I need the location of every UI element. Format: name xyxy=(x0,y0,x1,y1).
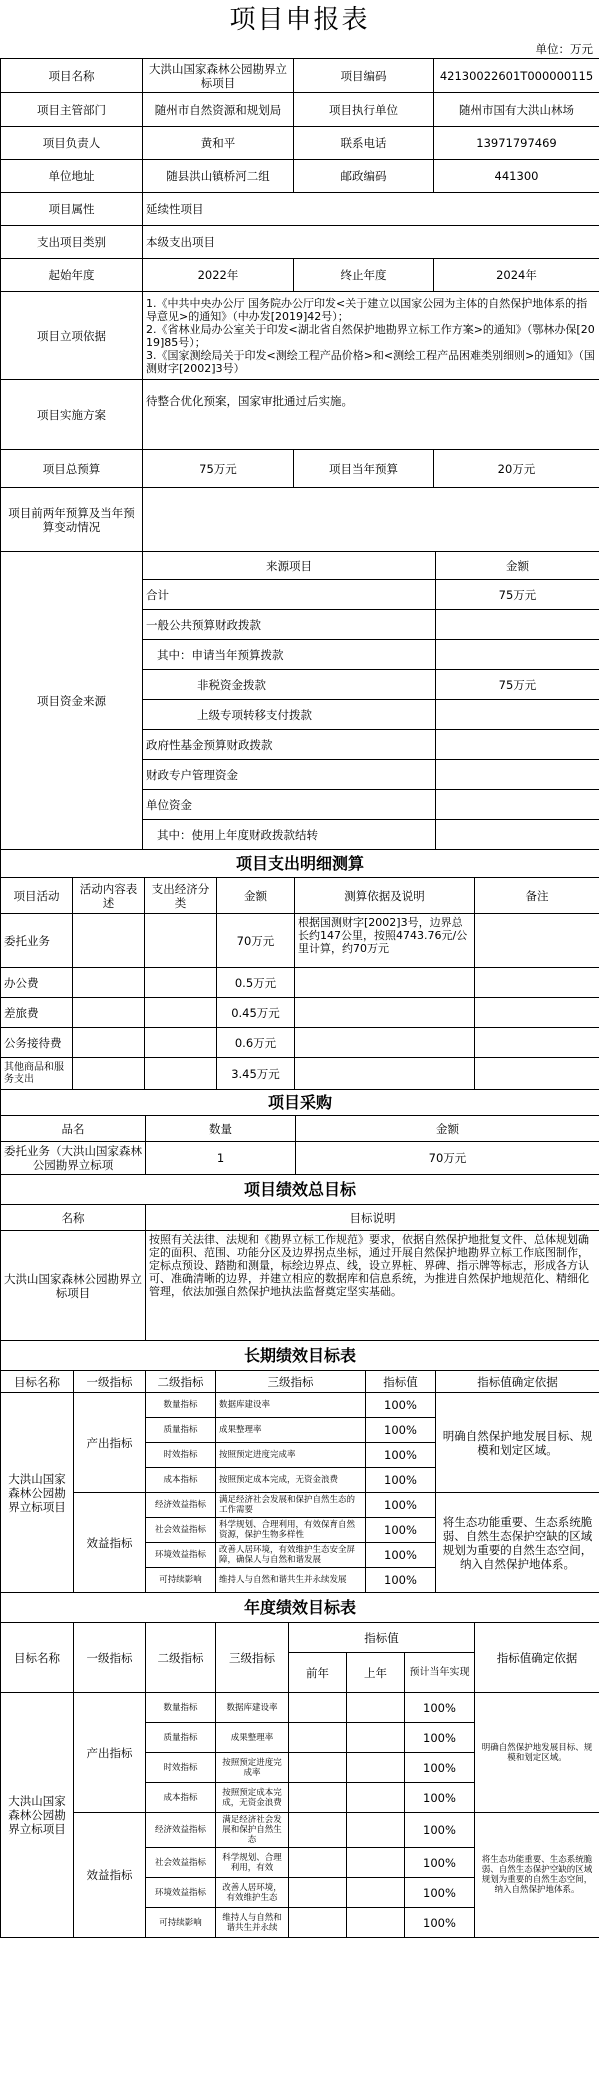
longterm-value: 100% xyxy=(366,1493,436,1518)
annual-header: 指标值确定依据 xyxy=(475,1623,599,1693)
annual-prev2 xyxy=(289,1753,347,1783)
annual-table xyxy=(0,1592,599,1938)
longterm-basis-output: 明确自然保护地发展目标、规模和划定区域。 xyxy=(436,1393,599,1493)
type-label: 支出项目类别 xyxy=(1,226,143,259)
annual-prev2 xyxy=(289,1813,347,1848)
annual-value: 100% xyxy=(405,1813,475,1848)
funds-row-amount xyxy=(436,610,599,640)
funds-row-name: 一般公共预算财政拨款 xyxy=(143,610,436,640)
annual-value: 100% xyxy=(405,1908,475,1938)
longterm-table xyxy=(0,1340,599,1593)
funds-row-amount xyxy=(436,760,599,790)
end-value: 2024年 xyxy=(434,259,599,292)
annual-l2: 环境效益指标 xyxy=(146,1878,216,1908)
phone-value: 13971797469 xyxy=(434,127,599,160)
detail-amount: 0.45万元 xyxy=(217,998,295,1028)
funds-table xyxy=(0,551,599,850)
longterm-basis-effect: 将生态功能重要、生态系统脆弱、自然生态保护空缺的区域规划为重要的自然生态空间，纳入自然保护地体系。 xyxy=(436,1493,599,1593)
annual-prev1 xyxy=(347,1783,405,1813)
detail-header: 活动内容表述 xyxy=(73,878,145,914)
detail-content xyxy=(73,914,145,968)
attr-label: 项目属性 xyxy=(1,193,143,226)
funds-header-source: 来源项目 xyxy=(143,552,436,580)
funds-header-amount: 金额 xyxy=(436,552,599,580)
longterm-l3: 数据库建设率 xyxy=(216,1393,366,1418)
annual-prev1 xyxy=(347,1848,405,1878)
purchase-item-amount: 70万元 xyxy=(296,1142,599,1175)
longterm-header: 二级指标 xyxy=(146,1371,216,1393)
detail-header: 测算依据及说明 xyxy=(295,878,475,914)
goal-title: 项目绩效总目标 xyxy=(1,1175,599,1205)
detail-content xyxy=(73,998,145,1028)
longterm-l3: 按照预定进度完成率 xyxy=(216,1443,366,1468)
detail-header: 金额 xyxy=(217,878,295,914)
longterm-l2: 数量指标 xyxy=(146,1393,216,1418)
longterm-header: 目标名称 xyxy=(1,1371,74,1393)
funds-row-name: 上级专项转移支付拨款 xyxy=(143,700,436,730)
longterm-l3: 按照预定成本完成，无资金浪费 xyxy=(216,1468,366,1493)
detail-note xyxy=(475,998,599,1028)
annual-value: 100% xyxy=(405,1723,475,1753)
longterm-l3: 满足经济社会发展和保护自然生态的工作需要 xyxy=(216,1493,366,1518)
purchase-table xyxy=(0,1089,599,1175)
basis-value: 1.《中共中央办公厅 国务院办公厅印发<关于建立以国家公园为主体的自然保护地体系的指导意见>的通知》（中办发[2019]42号）； 2.《省林业局办公室关于印发<湖北省自然保护地勘界立标工作方案>的通知》（鄂林办保[2019]85号）； 3.《国家测绘局关于印发<测绘工程产品价格>和<测绘工程产品困难类别细则>的通知》（国测财字[2002]3号） xyxy=(143,292,599,380)
goal-table xyxy=(0,1174,599,1341)
annual-l3: 成果整理率 xyxy=(216,1723,289,1753)
longterm-value: 100% xyxy=(366,1568,436,1593)
longterm-l2: 经济效益指标 xyxy=(146,1493,216,1518)
funds-row-name: 合计 xyxy=(143,580,436,610)
annual-header: 三级指标 xyxy=(216,1623,289,1693)
longterm-header: 指标值 xyxy=(366,1371,436,1393)
detail-content xyxy=(73,1058,145,1090)
annual-l3: 改善人居环境，有效维护生态 xyxy=(216,1878,289,1908)
annual-value: 100% xyxy=(405,1753,475,1783)
longterm-value: 100% xyxy=(366,1468,436,1493)
longterm-value: 100% xyxy=(366,1543,436,1568)
detail-note xyxy=(475,914,599,968)
funds-row-name: 财政专户管理资金 xyxy=(143,760,436,790)
detail-note xyxy=(475,1058,599,1090)
leader-label: 项目负责人 xyxy=(1,127,143,160)
longterm-l2: 社会效益指标 xyxy=(146,1518,216,1543)
funds-row-amount xyxy=(436,730,599,760)
purchase-item-qty: 1 xyxy=(146,1142,296,1175)
year-budget-value: 20万元 xyxy=(434,450,599,488)
total-value: 75万元 xyxy=(143,450,294,488)
longterm-header: 三级指标 xyxy=(216,1371,366,1393)
funds-row-amount: 75万元 xyxy=(436,670,599,700)
detail-note xyxy=(475,968,599,998)
annual-l2: 可持续影响 xyxy=(146,1908,216,1938)
annual-header: 二级指标 xyxy=(146,1623,216,1693)
funds-row-name: 其中：使用上年度财政拨款结转 xyxy=(143,820,436,850)
detail-table xyxy=(0,849,599,1090)
project-code: 42130022601T000000115 xyxy=(434,59,599,93)
type-value: 本级支出项目 xyxy=(143,226,599,259)
detail-class xyxy=(145,914,217,968)
total-label: 项目总预算 xyxy=(1,450,143,488)
basis-label: 项目立项依据 xyxy=(1,292,143,380)
detail-amount: 0.6万元 xyxy=(217,1028,295,1058)
detail-content xyxy=(73,1028,145,1058)
purchase-title: 项目采购 xyxy=(1,1090,599,1116)
detail-amount: 70万元 xyxy=(217,914,295,968)
detail-basis xyxy=(295,1058,475,1090)
dept-value: 随州市自然资源和规划局 xyxy=(143,93,294,127)
annual-prev1 xyxy=(347,1813,405,1848)
unit-note: 单位：万元 xyxy=(535,42,593,56)
annual-prev1 xyxy=(347,1908,405,1938)
attr-value: 延续性项目 xyxy=(143,193,599,226)
detail-header: 项目活动 xyxy=(1,878,73,914)
project-name: 大洪山国家森林公园勘界立标项目 xyxy=(143,59,294,93)
annual-prev1 xyxy=(347,1693,405,1723)
detail-basis: 根据国测财字[2002]3号，边界总长约147公里，按照4743.76元/公里计算，约70万元 xyxy=(295,914,475,968)
detail-activity: 委托业务 xyxy=(1,914,73,968)
purchase-header: 品名 xyxy=(1,1116,146,1142)
detail-activity: 办公费 xyxy=(1,968,73,998)
zip-label: 邮政编码 xyxy=(294,160,434,193)
annual-header: 目标名称 xyxy=(1,1623,74,1693)
addr-value: 随县洪山镇桥河二组 xyxy=(143,160,294,193)
longterm-value: 100% xyxy=(366,1393,436,1418)
detail-note xyxy=(475,1028,599,1058)
year-budget-label: 项目当年预算 xyxy=(294,450,434,488)
annual-l3: 维持人与自然和谐共生并永续 xyxy=(216,1908,289,1938)
detail-activity: 差旅费 xyxy=(1,998,73,1028)
goal-text: 按照有关法律、法规和《勘界立标工作规范》要求，依据自然保护地批复文件、总体规划确定的面积、范围、功能分区及边界拐点坐标，通过开展自然保护地勘界立标工作底图制作，定标点预设、踏勘和测量，标绘边界点、线，设立界桩、界碑、指示牌等标志，形成各方认可、准确清晰的边界，并建立相应的数据库和信息系统，为推进自然保护地规范化、精细化管理，依法加强自然保护地执法监督奠定坚实基础。 xyxy=(146,1231,599,1341)
detail-class xyxy=(145,1028,217,1058)
detail-basis xyxy=(295,1028,475,1058)
annual-l3: 按照预定成本完成，无资金浪费 xyxy=(216,1783,289,1813)
detail-class xyxy=(145,998,217,1028)
start-label: 起始年度 xyxy=(1,259,143,292)
longterm-value: 100% xyxy=(366,1418,436,1443)
exec-label: 项目执行单位 xyxy=(294,93,434,127)
dept-label: 项目主管部门 xyxy=(1,93,143,127)
goal-name: 大洪山国家森林公园勘界立标项目 xyxy=(1,1231,146,1341)
annual-prev2 xyxy=(289,1783,347,1813)
longterm-l3: 成果整理率 xyxy=(216,1418,366,1443)
annual-l3: 满足经济社会发展和保护自然生态 xyxy=(216,1813,289,1848)
funds-label: 项目资金来源 xyxy=(1,552,143,850)
annual-prev1 xyxy=(347,1878,405,1908)
detail-title: 项目支出明细测算 xyxy=(1,850,599,878)
longterm-name: 大洪山国家森林公园勘界立标项目 xyxy=(1,1393,74,1593)
purchase-header: 数量 xyxy=(146,1116,296,1142)
funds-row-amount xyxy=(436,820,599,850)
funds-row-amount xyxy=(436,700,599,730)
annual-prev2 xyxy=(289,1878,347,1908)
detail-amount: 0.5万元 xyxy=(217,968,295,998)
longterm-l2: 质量指标 xyxy=(146,1418,216,1443)
detail-basis xyxy=(295,968,475,998)
annual-prev1 xyxy=(347,1753,405,1783)
end-label: 终止年度 xyxy=(294,259,434,292)
addr-label: 单位地址 xyxy=(1,160,143,193)
exec-value: 随州市国有大洪山林场 xyxy=(434,93,599,127)
change-label: 项目前两年预算及当年预算变动情况 xyxy=(1,488,143,552)
phone-label: 联系电话 xyxy=(294,127,434,160)
detail-header: 备注 xyxy=(475,878,599,914)
funds-row-amount: 75万元 xyxy=(436,580,599,610)
funds-row-amount xyxy=(436,640,599,670)
funds-row-name: 单位资金 xyxy=(143,790,436,820)
annual-value: 100% xyxy=(405,1783,475,1813)
plan-value: 待整合优化预案，国家审批通过后实施。 xyxy=(143,380,599,450)
detail-activity: 公务接待费 xyxy=(1,1028,73,1058)
annual-value: 100% xyxy=(405,1878,475,1908)
annual-prev2 xyxy=(289,1908,347,1938)
goal-header: 名称 xyxy=(1,1205,146,1231)
leader-value: 黄和平 xyxy=(143,127,294,160)
annual-l3: 科学规划、合理利用，有效 xyxy=(216,1848,289,1878)
annual-subheader: 上年 xyxy=(347,1653,405,1693)
start-value: 2022年 xyxy=(143,259,294,292)
plan-label: 项目实施方案 xyxy=(1,380,143,450)
code-label: 项目编码 xyxy=(294,59,434,93)
doc-title: 项目申报表 xyxy=(229,5,370,35)
purchase-item-name: 委托业务（大洪山国家森林公园勘界立标项 xyxy=(1,1142,146,1175)
annual-subheader: 预计当年实现 xyxy=(405,1653,475,1693)
longterm-value: 100% xyxy=(366,1518,436,1543)
longterm-l2: 环境效益指标 xyxy=(146,1543,216,1568)
detail-class xyxy=(145,968,217,998)
annual-l2: 质量指标 xyxy=(146,1723,216,1753)
detail-class xyxy=(145,1058,217,1090)
longterm-header: 一级指标 xyxy=(74,1371,146,1393)
annual-l3: 数据库建设率 xyxy=(216,1693,289,1723)
longterm-l3: 维持人与自然和谐共生并永续发展 xyxy=(216,1568,366,1593)
detail-header: 支出经济分类 xyxy=(145,878,217,914)
longterm-effect-label: 效益指标 xyxy=(74,1493,146,1593)
longterm-l3: 科学规划、合理利用，有效保育自然资源，保护生物多样性 xyxy=(216,1518,366,1543)
longterm-l2: 时效指标 xyxy=(146,1443,216,1468)
annual-header: 指标值 xyxy=(289,1623,475,1653)
annual-name: 大洪山国家森林公园勘界立标项目 xyxy=(1,1693,74,1938)
annual-prev2 xyxy=(289,1723,347,1753)
funds-row-name: 政府性基金预算财政拨款 xyxy=(143,730,436,760)
longterm-output-label: 产出指标 xyxy=(74,1393,146,1493)
goal-header: 目标说明 xyxy=(146,1205,599,1231)
longterm-title: 长期绩效目标表 xyxy=(1,1341,599,1371)
detail-activity: 其他商品和服务支出 xyxy=(1,1058,73,1090)
purchase-header: 金额 xyxy=(296,1116,599,1142)
annual-prev2 xyxy=(289,1693,347,1723)
annual-prev1 xyxy=(347,1723,405,1753)
funds-row-amount xyxy=(436,790,599,820)
annual-effect-label: 效益指标 xyxy=(74,1813,146,1938)
detail-content xyxy=(73,968,145,998)
annual-value: 100% xyxy=(405,1848,475,1878)
annual-subheader: 前年 xyxy=(289,1653,347,1693)
annual-title: 年度绩效目标表 xyxy=(1,1593,599,1623)
longterm-l3: 改善人居环境，有效维护生态安全屏障，确保人与自然和谐发展 xyxy=(216,1543,366,1568)
funds-row-name: 其中：申请当年预算拨款 xyxy=(143,640,436,670)
longterm-value: 100% xyxy=(366,1443,436,1468)
change-value xyxy=(143,488,599,552)
annual-l2: 经济效益指标 xyxy=(146,1813,216,1848)
detail-basis xyxy=(295,998,475,1028)
annual-basis-effect: 将生态功能重要、生态系统脆弱、自然生态保护空缺的区域规划为重要的自然生态空间，纳入自然保护地体系。 xyxy=(475,1813,599,1938)
funds-row-name: 非税资金拨款 xyxy=(143,670,436,700)
longterm-header: 指标值确定依据 xyxy=(436,1371,599,1393)
annual-prev2 xyxy=(289,1848,347,1878)
longterm-l2: 可持续影响 xyxy=(146,1568,216,1593)
detail-amount: 3.45万元 xyxy=(217,1058,295,1090)
annual-l2: 社会效益指标 xyxy=(146,1848,216,1878)
annual-value: 100% xyxy=(405,1693,475,1723)
annual-l3: 按照预定进度完成率 xyxy=(216,1753,289,1783)
annual-l2: 时效指标 xyxy=(146,1753,216,1783)
annual-header: 一级指标 xyxy=(74,1623,146,1693)
annual-l2: 数量指标 xyxy=(146,1693,216,1723)
name-label: 项目名称 xyxy=(1,59,143,93)
longterm-l2: 成本指标 xyxy=(146,1468,216,1493)
annual-l2: 成本指标 xyxy=(146,1783,216,1813)
zip-value: 441300 xyxy=(434,160,599,193)
annual-output-label: 产出指标 xyxy=(74,1693,146,1813)
annual-basis-output: 明确自然保护地发展目标、规模和划定区域。 xyxy=(475,1693,599,1813)
basic-info-table xyxy=(0,58,599,552)
